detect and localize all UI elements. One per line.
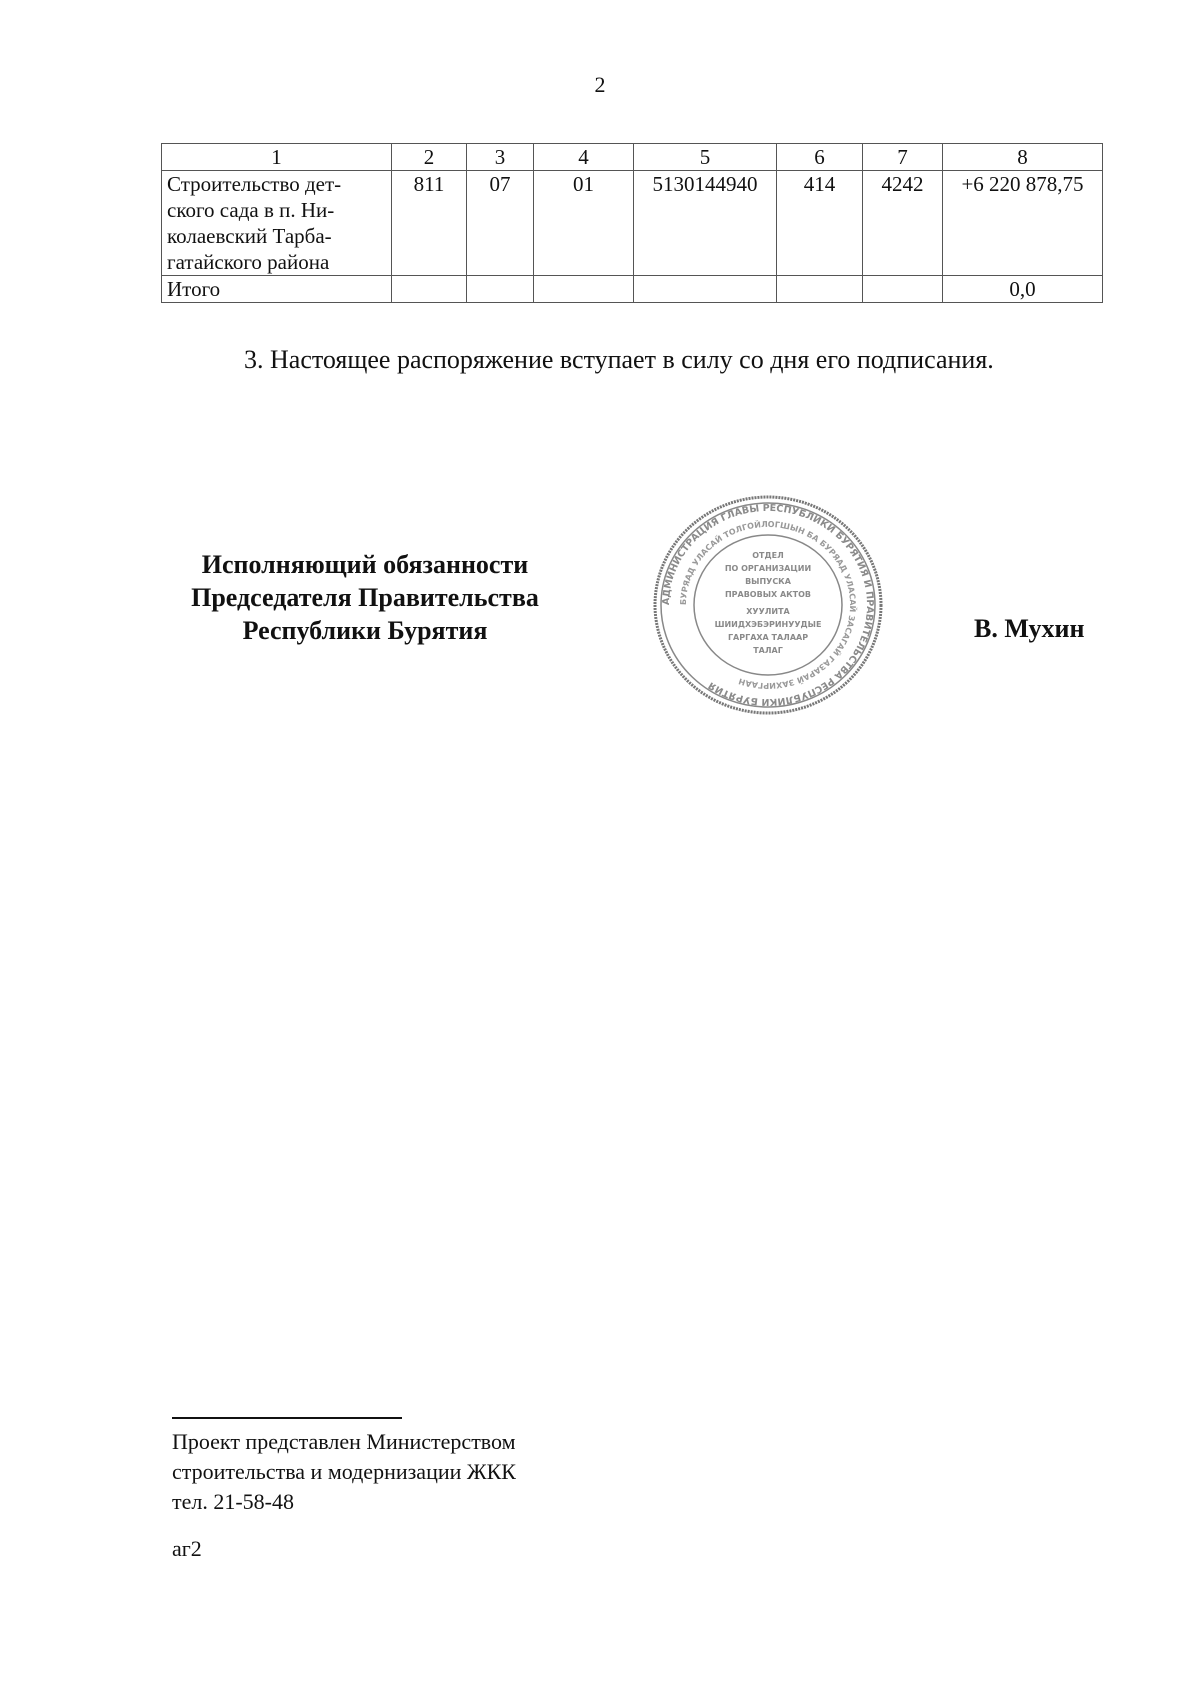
footnote-line: тел. 21-58-48 [172,1489,295,1514]
table-cell: 4242 [863,171,943,276]
svg-text:АДМИНИСТРАЦИЯ ГЛАВЫ РЕСПУБЛИКИ [661,503,875,707]
signer-title-line: Республики Бурятия [242,616,488,645]
document-code: аг2 [172,1536,202,1561]
seal-center-line: ВЫПУСКА [745,577,791,586]
table-cell: 414 [777,171,863,276]
table-cell: 07 [467,171,534,276]
seal-center-line: ГАРГАХА ТАЛААР [727,633,809,642]
svg-text:БУРЯАД УЛАСАЙ ТОЛГОЙЛОГШЫН БА [679,518,859,690]
seal-center-line: ОТДЕЛ [752,551,784,560]
table-header-cell: 7 [863,144,943,171]
table-header-cell: 8 [943,144,1103,171]
seal-inner-text: БУРЯАД УЛАСАЙ ТОЛГОЙЛОГШЫН БА БУРЯАД УЛАСАЙ ЗАСАГАЙ ГАЗАРАЙ ЗАХИРГААН [678,519,858,691]
signer-name: В. Мухин [974,614,1085,643]
footnote-divider [172,1417,402,1419]
table-header-row [162,144,1103,171]
table-total-value: 0,0 [943,276,1103,303]
table-cell: 01 [534,171,634,276]
official-seal [650,492,886,718]
table-cell: 5130144940 [634,171,777,276]
table-header-cell: 6 [777,144,863,171]
table-header-cell: 3 [467,144,534,171]
table-header-cell: 4 [534,144,634,171]
page-number: 2 [594,72,606,97]
seal-center-line: ТАЛАГ [753,646,783,655]
seal-center-line: ПО ОРГАНИЗАЦИИ [724,564,812,573]
table-cell-amount: +6 220 878,75 [943,171,1103,276]
seal-center-line: ХУУЛИТА [746,607,790,616]
budget-table [161,143,1103,303]
signer-title-line: Председателя Правительства [191,583,539,612]
seal-center-line: ПРАВОВЫХ АКТОВ [724,590,812,599]
footnote-line: Проект представлен Министерством [172,1429,516,1454]
clause-text: 3. Настоящее распоряжение вступает в силу со дня его подписания. [244,345,994,374]
seal-center-line: ШИИДХЭБЭРИНУУДЫЕ [714,620,822,629]
seal-outer-text: АДМИНИСТРАЦИЯ ГЛАВЫ РЕСПУБЛИКИ БУРЯТИЯ И ПРАВИТЕЛЬСТВА РЕСПУБЛИКИ БУРЯТИЯ [660,502,876,708]
signer-title [150,548,580,647]
signer-title-line: Исполняющий обязанности [201,550,529,579]
table-total-label: Итого [162,276,392,303]
footnote-line: строительства и модернизации ЖКК [172,1459,516,1484]
table-header-cell: 1 [162,144,392,171]
footnote [172,1427,516,1517]
table-header-cell: 2 [392,144,467,171]
table-cell: 811 [392,171,467,276]
table-cell-description: Строительство дет-ского сада в п. Ни-колаевский Тарба-гатайского района [162,171,392,276]
table-row [162,171,1103,276]
table-header-cell: 5 [634,144,777,171]
table-total-row [162,276,1103,303]
